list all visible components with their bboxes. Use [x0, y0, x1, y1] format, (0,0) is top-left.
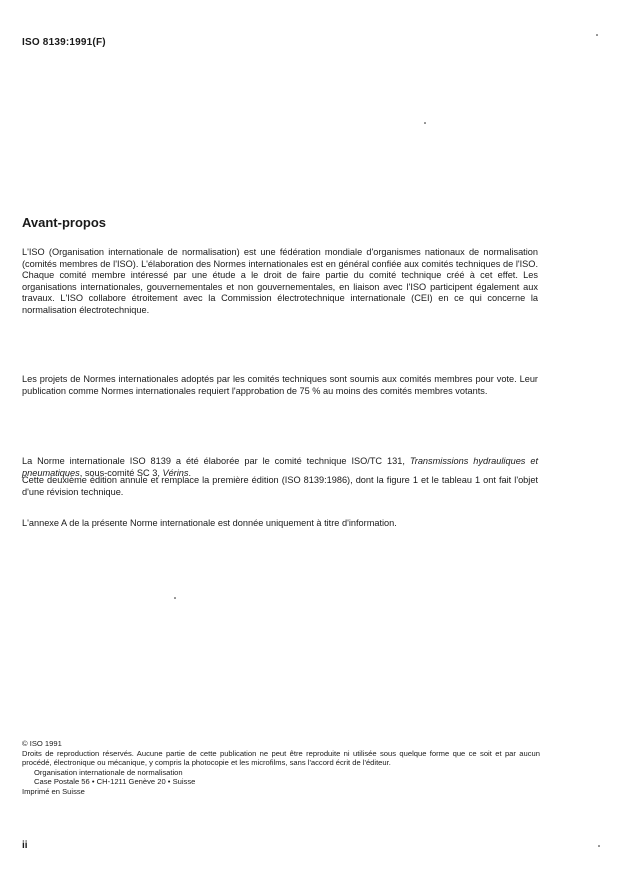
committee-name: Transmissions hydrauliques et pneumatiques	[22, 456, 538, 478]
organisation-name: Organisation internationale de normalisation	[34, 767, 183, 777]
copyright-block	[22, 739, 540, 797]
paragraph-edition: Cette deuxième édition annule et remplace la première édition (ISO 8139:1986), dont la figure 1 et le tableau 1 ont fait l'objet d'une révision technique.	[22, 475, 538, 497]
paragraph-iso-intro: L'ISO (Organisation internationale de normalisation) est une fédération mondiale d'organismes nationaux de normalisation (comités membres de l'ISO). L'élaboration des Normes internationales est en général confiée aux comités techniques de l'ISO. Chaque comité membre intéressé par une étude a le droit de faire partie du comité technique créé à cet effet. Les organisations internationales, gouvernementales et non gouvernementales, en liaison avec l'ISO participent également aux travaux. L'ISO collabore étroitement avec la Commission électrotechnique internationale (CEI) en ce qui concerne la normalisation électrotechnique.	[22, 247, 538, 315]
rights-reserved: Droits de reproduction réservés. Aucune partie de cette publication ne peut être reproduite ni utilisée sous quelque forme que ce soit et par aucun procédé, électronique ou mécanique, y compris la photocopie et les microfilms, sans l'accord écrit de l'éditeur.	[22, 748, 540, 768]
postal-address: Case Postale 56 • CH-1211 Genève 20 • Suisse	[34, 777, 196, 787]
paragraph-annex: L'annexe A de la présente Norme internationale est donnée uniquement à titre d'information.	[22, 518, 397, 528]
paragraph-voting: Les projets de Normes internationales adoptés par les comités techniques sont soumis aux comités membres pour vote. Leur publication comme Normes internationales requiert l'approbation de 75 % au moins des comités membres votants.	[22, 374, 538, 396]
scan-speck	[598, 845, 600, 847]
scan-speck	[174, 597, 176, 599]
scan-speck	[424, 122, 426, 124]
printed-in: Imprimé en Suisse	[22, 786, 85, 796]
document-reference: ISO 8139:1991(F)	[22, 37, 106, 48]
scan-speck	[596, 34, 598, 36]
committee-text-1: La Norme internationale ISO 8139 a été élaborée par le comité technique ISO/TC 131,	[22, 456, 410, 466]
copyright-notice: © ISO 1991	[22, 739, 62, 748]
subcommittee-name: Vérins	[162, 467, 189, 478]
section-title: Avant-propos	[22, 215, 107, 230]
committee-text-2: , sous-comité SC 3,	[79, 467, 163, 478]
page-number: ii	[22, 840, 28, 851]
committee-text-3: .	[188, 467, 192, 478]
